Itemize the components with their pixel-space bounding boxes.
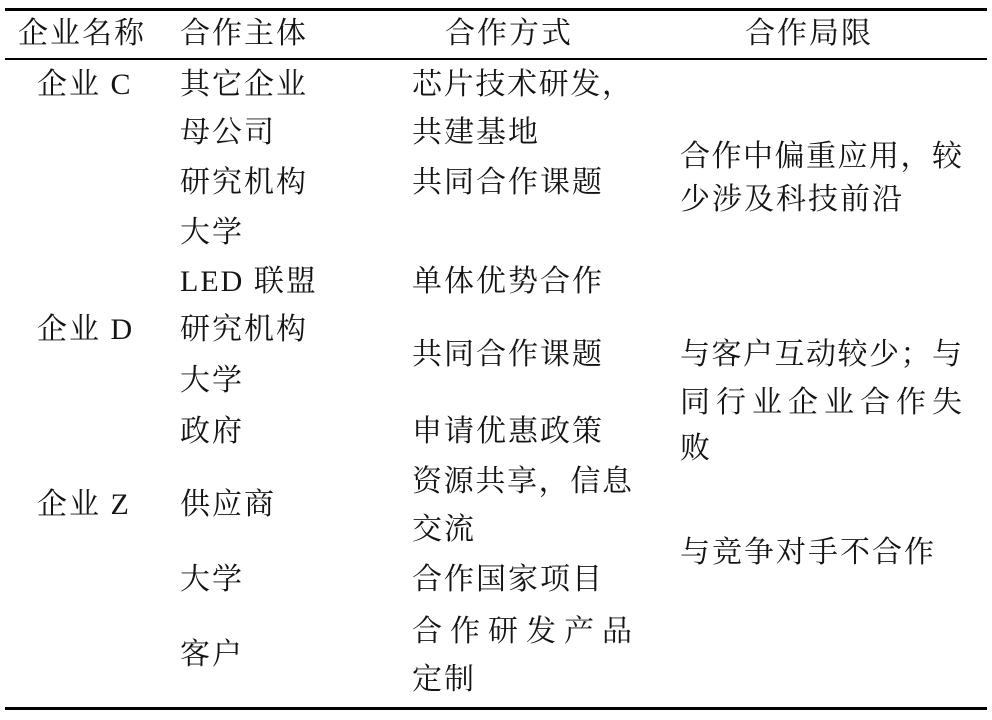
- partner-cell: LED 联盟: [180, 265, 318, 298]
- limitation-line: 与竞争对手不合作: [680, 536, 936, 569]
- header-limitation: 合作局限: [745, 17, 873, 50]
- limitation-line: 合作中偏重应用，较: [680, 140, 962, 173]
- method-line: 交流: [412, 513, 476, 546]
- method-line: 共建基地: [412, 116, 540, 149]
- method-line: 资源共享，信息: [412, 465, 632, 498]
- bottom-rule: [5, 707, 987, 710]
- company-cell: 企业 Z: [37, 488, 131, 521]
- partner-cell: 研究机构: [180, 166, 308, 199]
- company-cell: 企业 D: [37, 313, 135, 346]
- partner-cell: 大学: [180, 216, 244, 249]
- limitation-line: 同行业企业合作失: [680, 386, 962, 419]
- method-line: 芯片技术研发，: [412, 68, 632, 101]
- top-rule: [5, 8, 987, 11]
- header-company: 企业名称: [18, 17, 146, 50]
- method-line: 定制: [412, 663, 476, 696]
- limitation-line: 败: [680, 432, 712, 465]
- partner-cell: 大学: [180, 364, 244, 397]
- partner-cell: 研究机构: [180, 313, 308, 346]
- method-line: 申请优惠政策: [412, 415, 604, 448]
- method-line: 单体优势合作: [412, 265, 604, 298]
- method-line: 共同合作课题: [412, 166, 604, 199]
- partner-cell: 供应商: [180, 488, 276, 521]
- company-cell: 企业 C: [37, 68, 133, 101]
- partner-cell: 母公司: [180, 116, 276, 149]
- method-line: 共同合作课题: [412, 338, 604, 371]
- method-line: 合作研发产品: [412, 615, 632, 648]
- header-partner: 合作主体: [180, 17, 308, 50]
- header-method: 合作方式: [445, 17, 573, 50]
- partner-cell: 客户: [180, 638, 244, 671]
- header-rule: [5, 58, 987, 60]
- limitation-line: 少涉及科技前沿: [680, 183, 904, 216]
- partner-cell: 大学: [180, 563, 244, 596]
- partner-cell: 其它企业: [180, 68, 308, 101]
- method-line: 合作国家项目: [412, 563, 604, 596]
- partner-cell: 政府: [180, 415, 244, 448]
- limitation-line: 与客户互动较少；与: [680, 338, 962, 371]
